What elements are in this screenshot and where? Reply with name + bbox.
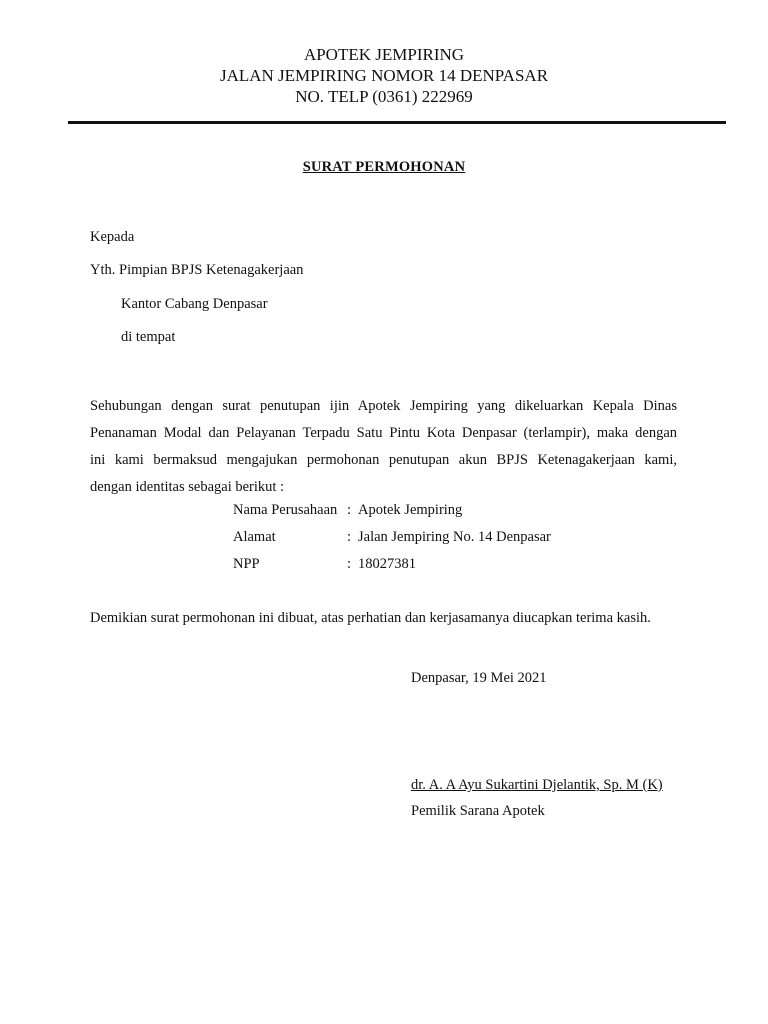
closing-sentence: Demikian surat permohonan ini dibuat, atas perhatian dan kerjasamanya diucapkan terima kasih. <box>90 610 651 626</box>
place-date: Denpasar, 19 Mei 2021 <box>411 670 547 686</box>
identity-label: Alamat <box>233 529 276 545</box>
identity-value: Apotek Jempiring <box>358 502 463 518</box>
recipient-line-2: Kantor Cabang Denpasar <box>121 296 268 312</box>
identity-value: Jalan Jempiring No. 14 Denpasar <box>358 529 551 545</box>
identity-label: NPP <box>233 556 260 572</box>
identity-separator: : <box>347 529 352 545</box>
identity-value: 18027381 <box>358 556 416 572</box>
signatory-title: Pemilik Sarana Apotek <box>411 803 545 819</box>
identity-label: Nama Perusahaan <box>233 502 338 518</box>
letter-subject: SURAT PERMOHONAN <box>302 159 466 175</box>
recipient-line-3: di tempat <box>121 329 176 345</box>
letterhead-divider <box>68 121 726 124</box>
recipient-salutation: Kepada <box>90 229 135 245</box>
signatory-name: dr. A. A Ayu Sukartini Djelantik, Sp. M (K) <box>411 777 663 793</box>
letterhead-phone: NO. TELP (0361) 222969 <box>295 87 473 106</box>
letterhead-address: JALAN JEMPIRING NOMOR 14 DENPASAR <box>219 66 549 85</box>
recipient-line-1: Yth. Pimpian BPJS Ketenagakerjaan <box>90 262 304 278</box>
body-line: Penanaman Modal dan Pelayanan Terpadu Satu Pintu Kota Denpasar (terlampir), maka dengan <box>90 425 677 441</box>
body-line: ini kami bermaksud mengajukan permohonan penutupan akun BPJS Ketenagakerjaan kami, <box>90 452 677 468</box>
body-line: dengan identitas sebagai berikut : <box>90 479 285 495</box>
identity-separator: : <box>347 556 352 572</box>
letter-body <box>90 393 677 501</box>
body-line: Sehubungan dengan surat penutupan ijin Apotek Jempiring yang dikeluarkan Kepala Dinas <box>90 398 677 414</box>
identity-separator: : <box>347 502 352 518</box>
letterhead-name: APOTEK JEMPIRING <box>303 45 465 64</box>
